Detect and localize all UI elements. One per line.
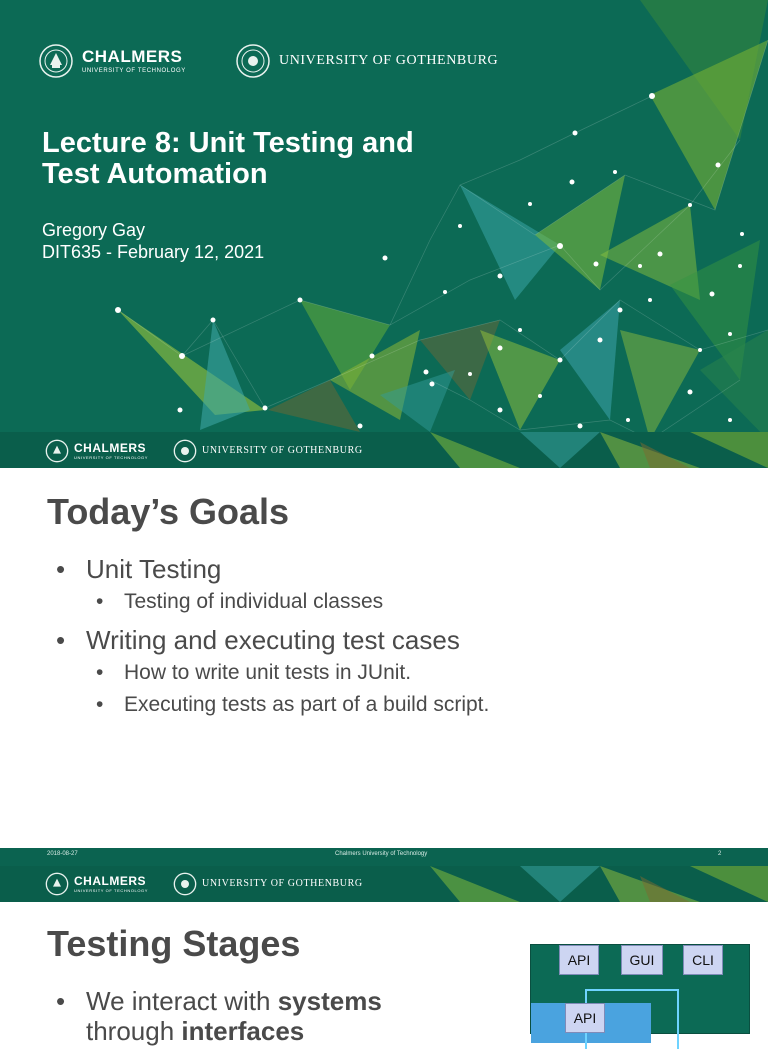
chalmers-seal-icon: [45, 872, 69, 896]
slide-date: 2018-08-27: [47, 851, 78, 857]
gothenburg-name: UNIVERSITY OF GOTHENBURG: [279, 53, 499, 68]
goal-bullet: • Unit Testing: [56, 554, 222, 584]
goal-bullet: • Writing and executing test cases: [56, 625, 460, 655]
gothenburg-logo: [235, 43, 498, 79]
gothenburg-seal-icon: [173, 439, 197, 463]
footer-chalmers-logo: [45, 872, 148, 896]
lecture-title: Lecture 8: Unit Testing and Test Automation: [42, 127, 414, 190]
footer-chalmers-name: CHALMERS: [74, 441, 146, 455]
footer-chalmers-logo: [45, 439, 148, 463]
goal-sub-bullet-text: Testing of individual classes: [124, 590, 384, 613]
footer-gothenburg-name: UNIVERSITY OF GOTHENBURG: [202, 445, 363, 456]
course-and-date: DIT635 - February 12, 2021: [42, 242, 265, 262]
footer-gothenburg-name: UNIVERSITY OF GOTHENBURG: [202, 878, 363, 889]
chalmers-subtitle: UNIVERSITY OF TECHNOLOGY: [82, 68, 186, 74]
goal-bullet-text: Writing and executing test cases: [86, 625, 460, 655]
goal-sub-bullet-text: How to write unit tests in JUnit.: [124, 661, 412, 684]
goals-slide: [0, 468, 768, 848]
testing-stages-slide: [0, 902, 768, 1046]
goal-sub-bullet: • Executing tests as part of a build script.: [96, 693, 490, 716]
gothenburg-seal-icon: [173, 872, 197, 896]
stages-bullet-bold: systems: [277, 986, 382, 1016]
gothenburg-seal-icon: [235, 43, 271, 79]
stages-bullet-continuation: [86, 1016, 304, 1046]
footer-chalmers-subtitle: UNIVERSITY OF TECHNOLOGY: [74, 888, 149, 893]
title-slide-footer: [0, 432, 768, 468]
footer-chalmers-subtitle: UNIVERSITY OF TECHNOLOGY: [74, 455, 149, 460]
goals-heading: Today’s Goals: [47, 491, 290, 532]
chalmers-logo: [38, 43, 186, 79]
chalmers-seal-icon: [45, 439, 69, 463]
chalmers-name: CHALMERS: [82, 47, 183, 66]
stages-bullet: • We interact with systems: [56, 986, 382, 1016]
slide-page-number: 2: [718, 851, 722, 857]
inner-interface-box-api: API: [565, 1003, 605, 1033]
interface-box-cli: CLI: [683, 945, 723, 975]
goal-sub-bullet: • Testing of individual classes: [96, 590, 384, 613]
author-name: Gregory Gay: [42, 220, 146, 240]
goal-bullet-text: Unit Testing: [86, 554, 222, 584]
title-block: [42, 128, 422, 263]
system-interface-diagram: [530, 944, 750, 1034]
goal-sub-bullet-text: Executing tests as part of a build script.: [124, 693, 490, 716]
stages-bullet-text: We interact with: [86, 986, 278, 1016]
goals-slide-footer: [0, 848, 768, 902]
footer-chalmers-name: CHALMERS: [74, 874, 146, 888]
stages-bullet-text-line2: through: [86, 1016, 182, 1046]
interface-box-gui: GUI: [621, 945, 663, 975]
footer-gothenburg-logo: [173, 872, 363, 896]
goal-sub-bullet: • How to write unit tests in JUnit.: [96, 661, 412, 684]
title-slide: [0, 0, 768, 468]
chalmers-seal-icon: [38, 43, 74, 79]
stages-heading: Testing Stages: [47, 923, 301, 964]
interface-box-api: API: [559, 945, 599, 975]
slide-institution: Chalmers University of Technology: [335, 851, 428, 857]
stages-bullet-bold-line2: interfaces: [181, 1016, 305, 1046]
footer-gothenburg-logo: [173, 439, 363, 463]
